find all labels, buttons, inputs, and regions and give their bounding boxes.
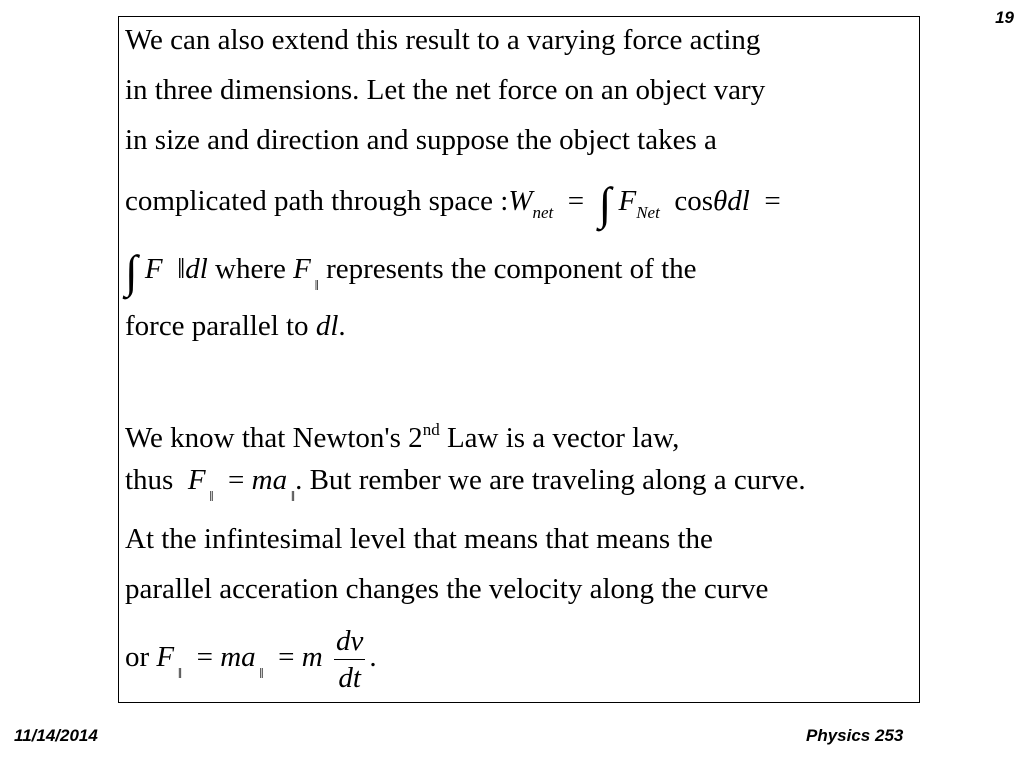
parallel-subscript-3: ‖ [287, 489, 296, 505]
equals-sign-5: = [270, 641, 302, 674]
ma-symbol: ma [251, 464, 288, 496]
integral-symbol: ∫ [598, 178, 612, 229]
text-line-10: parallel acceration changes the velocity along the curve [125, 573, 769, 605]
m-symbol: m [301, 641, 323, 674]
text-line-8 [125, 463, 806, 514]
where-text: where [215, 253, 286, 285]
force-parallel-2: F [156, 641, 175, 674]
parallel-symbol: ‖ [169, 253, 186, 285]
text-line-3: in size and direction and suppose the object takes a [125, 124, 717, 156]
period-2: . [369, 641, 377, 674]
dl-symbol: dl [727, 185, 750, 217]
ma-symbol-2: ma [220, 641, 256, 674]
force-symbol: F [618, 185, 637, 217]
line8-rest: . But rember we are traveling along a curve. [295, 464, 806, 496]
equals-sign-3: = [220, 464, 252, 496]
thus-text: thus [125, 464, 174, 496]
footer-course: Physics 253 [806, 726, 904, 745]
parallel-subscript-4: ‖ [174, 666, 183, 683]
dl-symbol-3: dl [315, 310, 339, 342]
work-symbol: W [508, 185, 533, 217]
force-symbol-3: F [293, 253, 311, 285]
text-line-4 [125, 178, 781, 230]
line6-text: force parallel to [125, 310, 309, 342]
slide-content-box [118, 16, 920, 703]
line4-text: complicated path through space : [125, 185, 509, 217]
equals-sign-4: = [189, 641, 221, 674]
theta-symbol: θ [713, 185, 728, 217]
line7-rest: Law is a vector law, [446, 422, 680, 454]
dv-dt-fraction [334, 625, 365, 694]
text-line-11 [125, 625, 377, 694]
fraction-numerator: dv [334, 625, 365, 660]
text-line-6 [125, 309, 346, 343]
text-line-9: At the infintesimal level that means that means the [125, 523, 713, 555]
integral-symbol-2: ∫ [125, 246, 138, 297]
line7-text: We know that Newton's 2 [125, 422, 423, 454]
parallel-subscript-2: ‖ [205, 489, 214, 505]
work-subscript: net [532, 203, 554, 222]
force-symbol-2: F [144, 253, 163, 285]
cos-function: cos [674, 185, 713, 217]
text-line-2: in three dimensions. Let the net force on an object vary [125, 74, 766, 106]
parallel-subscript: ‖ [310, 278, 319, 294]
footer-date: 11/14/2014 [14, 726, 98, 745]
equals-sign: = [560, 185, 592, 217]
fraction-denominator: dt [338, 662, 361, 694]
force-subscript: Net [636, 203, 660, 222]
force-parallel: F [187, 464, 206, 496]
line5-rest: represents the component of the [326, 253, 697, 285]
dl-symbol-2: dl [185, 253, 208, 285]
equals-sign-2: = [757, 185, 781, 217]
or-text: or [125, 641, 150, 674]
text-line-7 [125, 413, 679, 455]
page-number: 19 [995, 8, 1014, 27]
text-line-1: We can also extend this result to a varying force acting [125, 24, 761, 56]
text-line-5 [125, 246, 697, 303]
nd-superscript: nd [422, 420, 440, 439]
period: . [338, 310, 346, 342]
parallel-subscript-5: ‖ [255, 666, 264, 683]
